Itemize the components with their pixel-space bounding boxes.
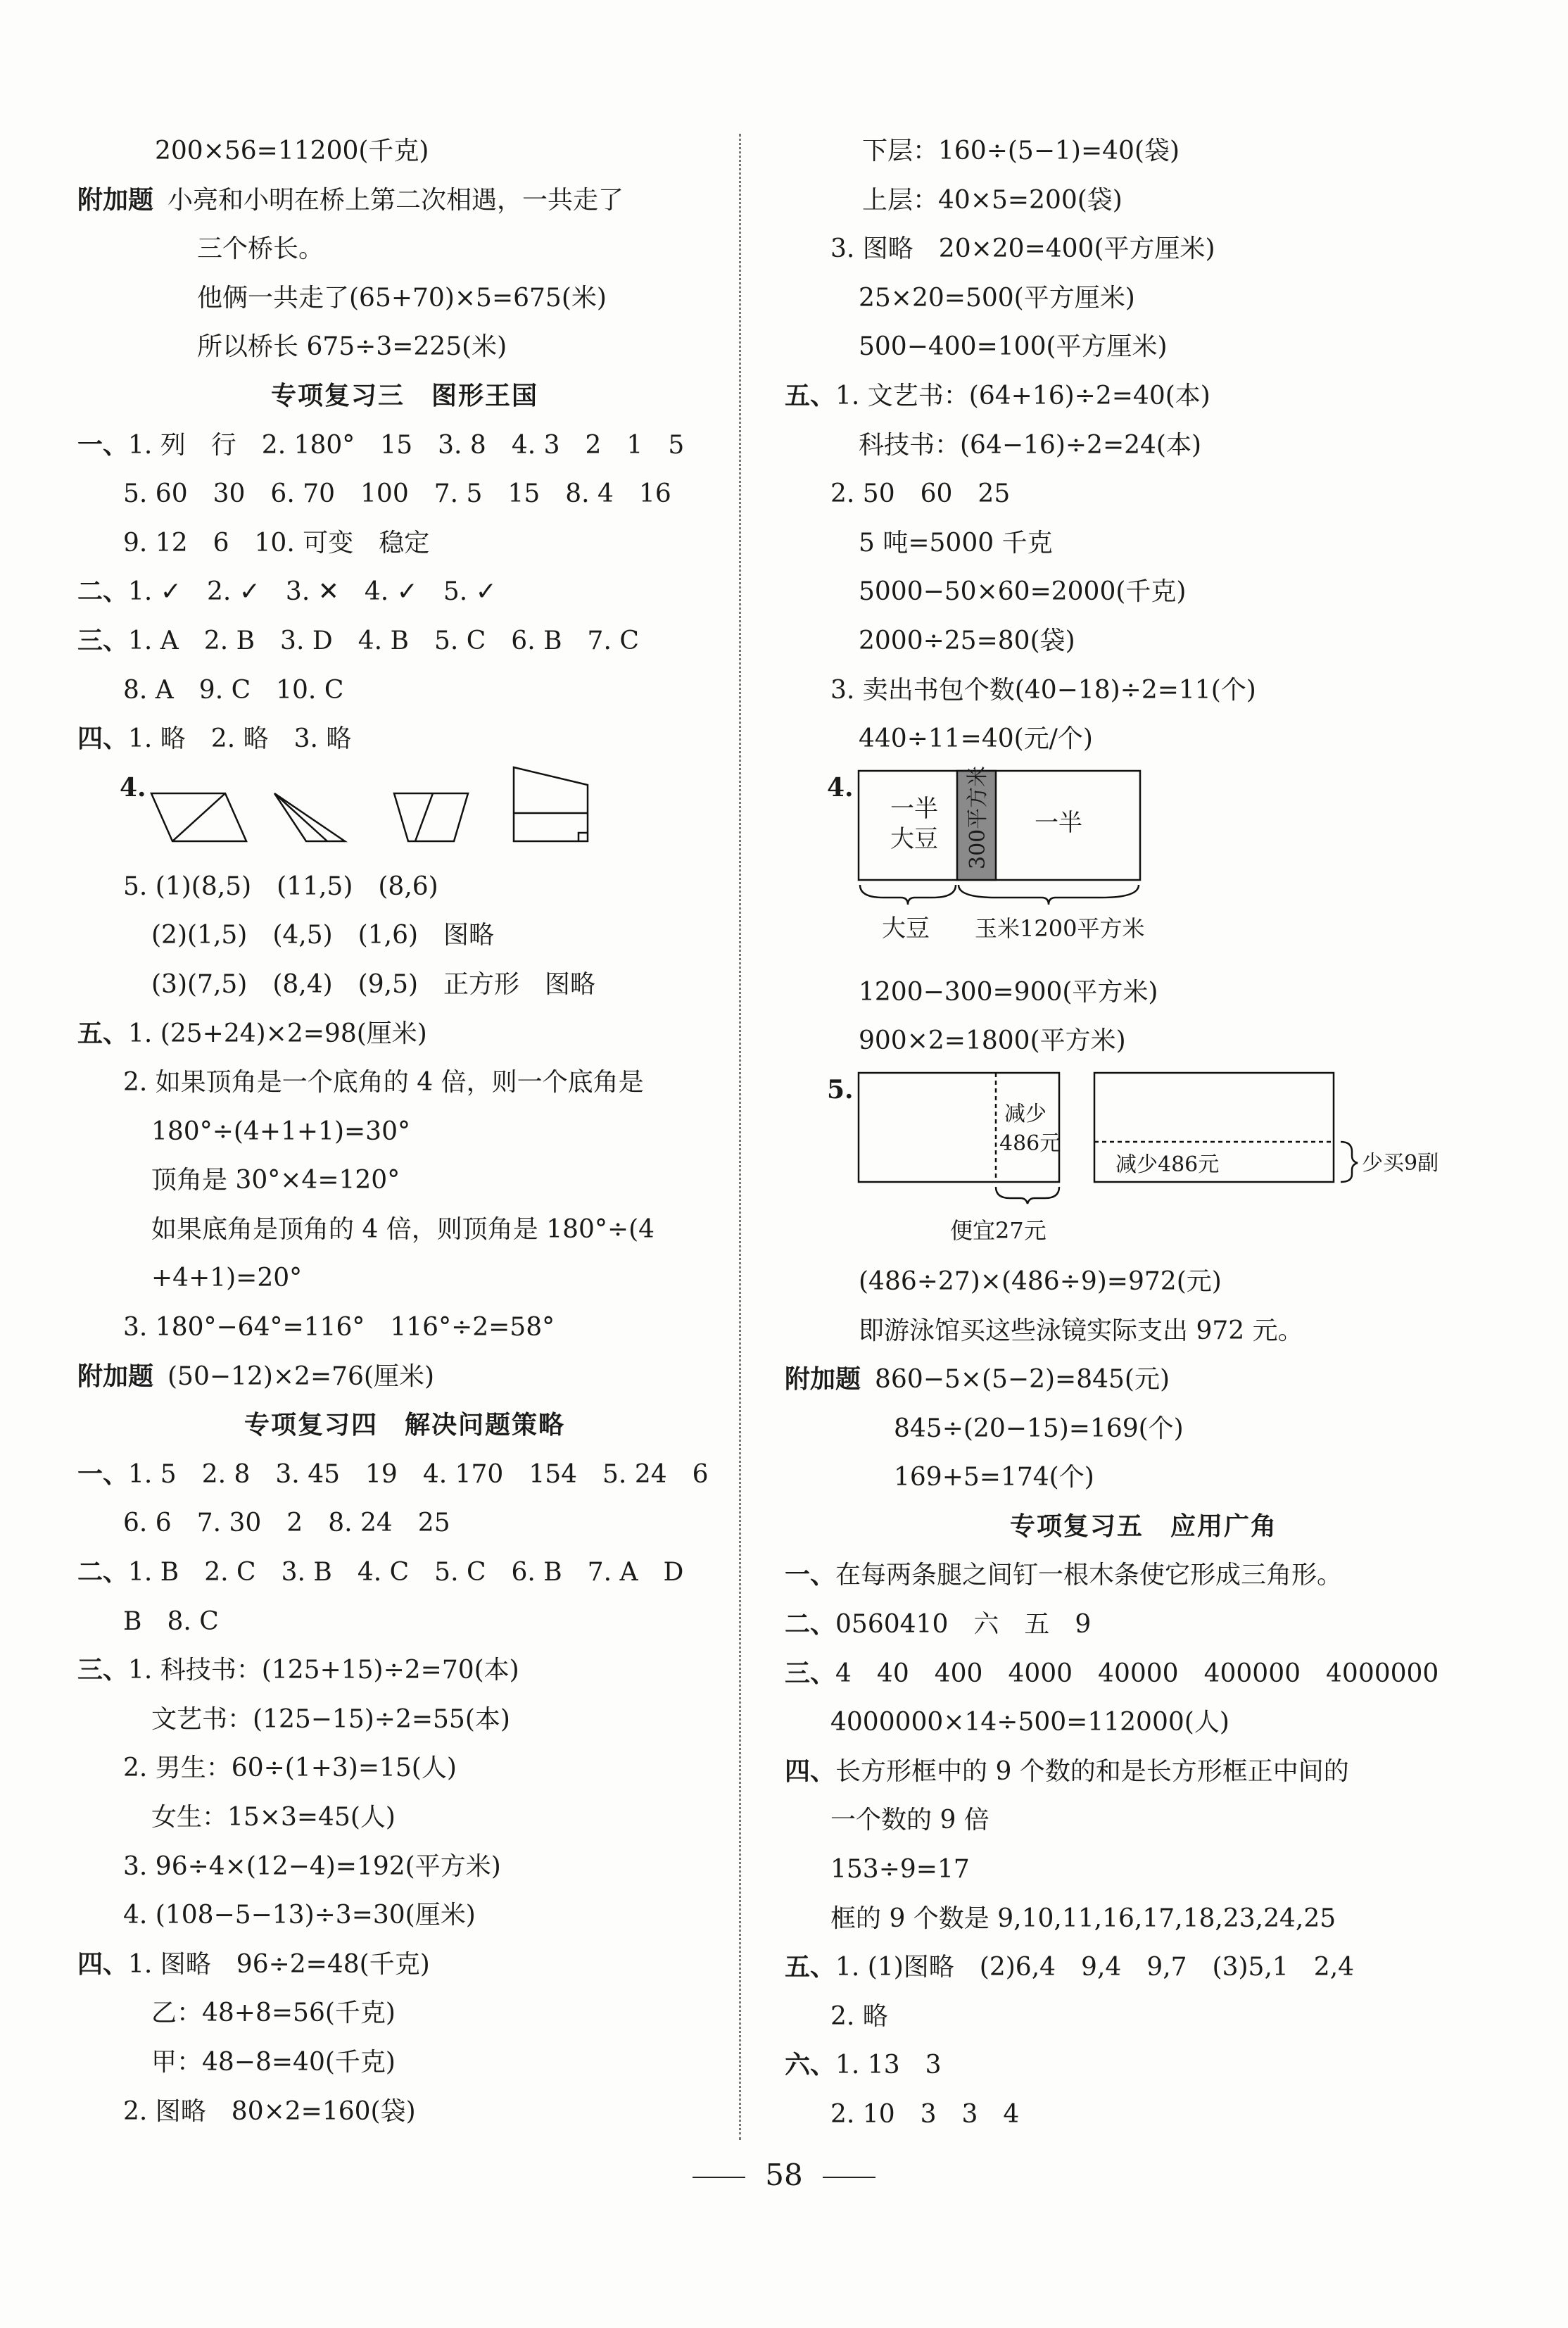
section-title [77,1401,732,1450]
answer-line [785,1355,1503,1404]
right-half-label: 一半 [1035,808,1082,837]
answer-text: 2. 略 [830,2001,888,2031]
answer-line [77,1499,732,1548]
answer-text: 3. 图略 20×20=400(平方厘米) [830,234,1215,264]
answer-text: 1. 13 3 [835,2051,942,2080]
answer-text: 9. 12 6 10. 可变 稳定 [123,528,430,558]
reduce-amount-label-1: 486元 [999,1131,1061,1156]
answer-text: 0560410 六 五 9 [835,1610,1092,1640]
answer-text: 上层：40×5=200(袋) [862,185,1123,215]
answer-text: 文艺书：(125−15)÷2=55(本) [151,1704,510,1734]
answer-line [77,715,732,764]
goggles-diagram [785,1066,1439,1256]
answer-text: 科技书：(64−16)÷2=24(本) [859,430,1202,460]
answer-line [785,1257,1503,1307]
answer-text: 在每两条腿之间钉一根木条使它形成三角形。 [835,1561,1343,1590]
answer-text: 1. (25+24)×2=98(厘米) [128,1019,427,1048]
answer-line [77,1156,732,1205]
section-title-text: 专项复习五 应用广角 [1009,1511,1277,1541]
answer-line [77,127,732,176]
brace-corn-label: 玉米1200平方米 [975,914,1145,942]
answer-line [785,1017,1503,1066]
answer-line [785,1845,1503,1894]
answer-line [785,1943,1503,1992]
question-heading: 附加题 [77,1361,154,1391]
answer-text: 5000−50×60=2000(千克) [859,577,1187,607]
answer-text: 1. ✓ 2. ✓ 3. ✕ 4. ✓ 5. ✓ [128,577,497,607]
answer-line [785,176,1503,225]
answer-line [785,127,1503,176]
answer-text: 2. 男生：60÷(1+3)=15(人) [123,1754,457,1783]
question-heading: 附加题 [77,185,154,215]
answer-line [77,567,732,617]
strip-area-label: 300平方米 [966,765,990,869]
shapes-figure [77,764,612,859]
answer-line [77,176,732,225]
figure-number: 5. [827,1074,854,1105]
answer-line [785,1894,1503,1944]
field-diagram [785,764,1418,982]
question-heading: 四、 [785,1756,836,1786]
page-footer [0,2158,1568,2192]
footer-dash-right [823,2177,875,2178]
figure-row [785,1066,1503,1257]
answer-line [77,1695,732,1744]
answer-line [77,1646,732,1695]
answer-text: 1. 略 2. 略 3. 略 [128,724,352,754]
answer-text: 1. A 2. B 3. D 4. B 5. C 6. B 7. C [128,626,639,655]
question-heading: 五、 [785,381,836,410]
column-divider [739,134,741,2140]
answer-text: 如果底角是顶角的 4 倍，则顶角是 180°÷(4 [151,1214,655,1244]
answer-line [785,1551,1503,1600]
answer-line [785,968,1503,1017]
answer-line [785,519,1503,568]
answer-line [785,567,1503,617]
answer-text: 4. (108−5−13)÷3=30(厘米) [123,1901,476,1930]
question-heading: 附加题 [785,1365,861,1395]
answer-line [785,225,1503,274]
question-heading: 二、 [77,577,129,607]
answer-line [785,617,1503,666]
figure-number: 4. [827,772,854,803]
answer-line [77,617,732,666]
answer-line [785,1307,1503,1356]
answer-text: 25×20=500(平方厘米) [859,283,1135,313]
answer-line [77,322,732,372]
answer-text: 1. 5 2. 8 3. 45 19 4. 170 154 5. 24 6 [128,1459,709,1489]
answer-text: 1. 文艺书：(64+16)÷2=40(本) [835,381,1210,410]
triangle-shape [274,793,345,841]
answer-text: 甲：48−8=40(千克) [151,2047,396,2077]
answer-text: 200×56=11200(千克) [155,137,429,165]
question-heading: 三、 [77,1656,129,1685]
footer-dash-left [693,2177,745,2178]
answer-text: 框的 9 个数是 9,10,11,16,17,18,23,24,25 [830,1904,1336,1933]
answer-text: B 8. C [123,1606,219,1636]
answer-text: 乙：48+8=56(千克) [151,1999,396,2028]
section-title [77,372,732,421]
answer-text: 845÷(20−15)=169(个) [894,1414,1184,1443]
answer-text: 长方形框中的 9 个数的和是长方形框正中间的 [835,1756,1349,1786]
answer-text: 2000÷25=80(袋) [859,626,1075,655]
buy-less-label: 少买9副 [1362,1150,1439,1176]
answer-text: 所以桥长 675÷3=225(米) [197,332,507,362]
answer-text: 即游泳馆买这些泳镜实际支出 972 元。 [859,1316,1303,1345]
answer-line [77,1940,732,1989]
answer-text: 2. 如果顶角是一个底角的 4 倍，则一个底角是 [123,1068,644,1097]
question-heading: 六、 [785,2051,836,2080]
question-heading: 二、 [785,1610,836,1640]
answer-line [785,2090,1503,2139]
answer-text: 6. 6 7. 30 2 8. 24 25 [123,1509,450,1538]
figure-row [77,764,732,862]
reduce-label-2: 减少486元 [1115,1152,1220,1177]
section-title-text: 专项复习四 解决问题策略 [244,1411,565,1440]
answer-text: 440÷11=40(元/个) [859,724,1093,754]
answer-line [77,862,732,912]
answer-text: 180°÷(4+1+1)=30° [151,1116,410,1146]
answer-text: 三个桥长。 [197,234,324,264]
answer-line [785,421,1503,470]
answer-line [785,1992,1503,2041]
answer-text: +4+1)=20° [151,1264,303,1293]
answer-line [77,421,732,470]
answer-line [77,1744,732,1793]
answer-line [77,1254,732,1303]
answer-text: 5 吨=5000 千克 [859,528,1053,558]
brace-soybean-label: 大豆 [882,914,930,943]
answer-text: 3. 卖出书包个数(40−18)÷2=11(个) [830,675,1256,705]
question-heading: 四、 [77,724,129,754]
answer-text: (3)(7,5) (8,4) (9,5) 正方形 图略 [151,969,596,999]
answer-text: 500−400=100(平方厘米) [859,332,1168,362]
answer-text: 1. (1)图略 (2)6,4 9,4 9,7 (3)5,1 2,4 [835,1953,1355,1982]
answer-text: 1. 列 行 2. 180° 15 3. 8 4. 3 2 1 5 [128,430,685,460]
answer-line [77,2038,732,2087]
answer-line [785,666,1503,715]
answer-line [785,1404,1503,1454]
answer-line [77,960,732,1009]
answer-text: 860−5×(5−2)=845(元) [875,1365,1170,1395]
answer-text: 他俩一共走了(65+70)×5=675(米) [197,283,607,313]
answer-line [785,1747,1503,1797]
section-title-text: 专项复习三 图形王国 [270,381,538,410]
answer-line [77,470,732,519]
answer-line [785,1453,1503,1502]
answer-line [785,715,1503,764]
answer-text: 1200−300=900(平方米) [859,977,1158,1007]
answer-line [77,225,732,274]
answer-text: 3. 180°−64°=116° 116°÷2=58° [123,1313,555,1342]
answer-line [785,470,1503,519]
answer-text: 2. 10 3 3 4 [830,2100,1020,2129]
answer-text: 顶角是 30°×4=120° [151,1166,400,1195]
answer-line [785,1600,1503,1649]
question-heading: 三、 [77,626,129,655]
answer-line [77,1891,732,1940]
answer-line [785,322,1503,372]
question-heading: 一、 [785,1561,836,1590]
answer-text: (486÷27)×(486÷9)=972(元) [859,1266,1222,1296]
answer-line [77,911,732,960]
answer-text: 1. B 2. C 3. B 4. C 5. C 6. B 7. A D [128,1558,684,1587]
question-heading: 四、 [77,1949,129,1979]
answer-line [77,1303,732,1352]
answer-line [77,1450,732,1499]
left-column [77,127,732,2136]
answer-text: 5. (1)(8,5) (11,5) (8,6) [123,872,438,901]
answer-line [77,519,732,568]
answer-text: 一个数的 9 倍 [830,1806,990,1835]
figure-number: 4. [120,772,146,803]
answer-text: 5. 60 30 6. 70 100 7. 5 15 8. 4 16 [123,479,671,509]
answer-text: 4000000×14÷500=112000(人) [830,1708,1229,1737]
answer-text: 3. 96÷4×(12−4)=192(平方米) [123,1851,501,1881]
answer-text: 900×2=1800(平方米) [859,1026,1126,1056]
answer-line [77,1107,732,1157]
answer-text: 小亮和小明在桥上第二次相遇，一共走了 [167,185,624,215]
question-heading: 一、 [77,1459,129,1489]
answer-line [785,372,1503,421]
trapezoid-right-angle-shape [514,767,588,841]
answer-line [77,1842,732,1892]
question-heading: 五、 [77,1019,129,1048]
reduce-label-1: 减少 [1004,1101,1047,1126]
answer-text: 2. 图略 80×2=160(袋) [123,2096,416,2126]
answer-text: 2. 50 60 25 [830,479,1011,509]
answer-line [785,2041,1503,2090]
answer-line [77,1548,732,1597]
answer-line [77,666,732,715]
question-heading: 一、 [77,430,129,460]
answer-text: 153÷9=17 [830,1855,970,1885]
answer-line [77,1009,732,1059]
section-title [785,1502,1503,1552]
cheaper-label: 便宜27元 [950,1216,1047,1244]
answer-line [77,1989,732,2038]
figure-row [785,764,1503,968]
answer-text: (50−12)×2=76(厘米) [167,1361,435,1391]
answer-line [77,1793,732,1842]
answer-text: 下层：160÷(5−1)=40(袋) [862,137,1180,165]
answer-line [785,1698,1503,1747]
question-heading: 五、 [785,1953,836,1982]
answer-line [77,2087,732,2137]
answer-text: 1. 图略 96÷2=48(千克) [128,1949,430,1979]
answer-text: 8. A 9. C 10. C [123,675,344,705]
right-column [785,127,1503,2139]
answer-line [785,1796,1503,1845]
answer-line [77,274,732,323]
answer-text: 169+5=174(个) [894,1463,1094,1492]
answer-text: 4 40 400 4000 40000 400000 4000000 [835,1659,1439,1688]
answer-line [77,1597,732,1647]
question-heading: 三、 [785,1659,836,1688]
soybean-label: 大豆 [890,824,938,853]
answer-line [77,1352,732,1402]
answer-text: 女生：15×3=45(人) [151,1803,396,1832]
left-half-label: 一半 [890,794,938,823]
answer-line [77,1205,732,1254]
answer-text: 1. 科技书：(125+15)÷2=70(本) [128,1656,519,1685]
answer-text: (2)(1,5) (4,5) (1,6) 图略 [151,921,495,950]
answer-line [785,1649,1503,1699]
page-number: 58 [765,2158,803,2192]
question-heading: 二、 [77,1558,129,1587]
answer-line [785,274,1503,323]
answer-line [77,1058,732,1107]
